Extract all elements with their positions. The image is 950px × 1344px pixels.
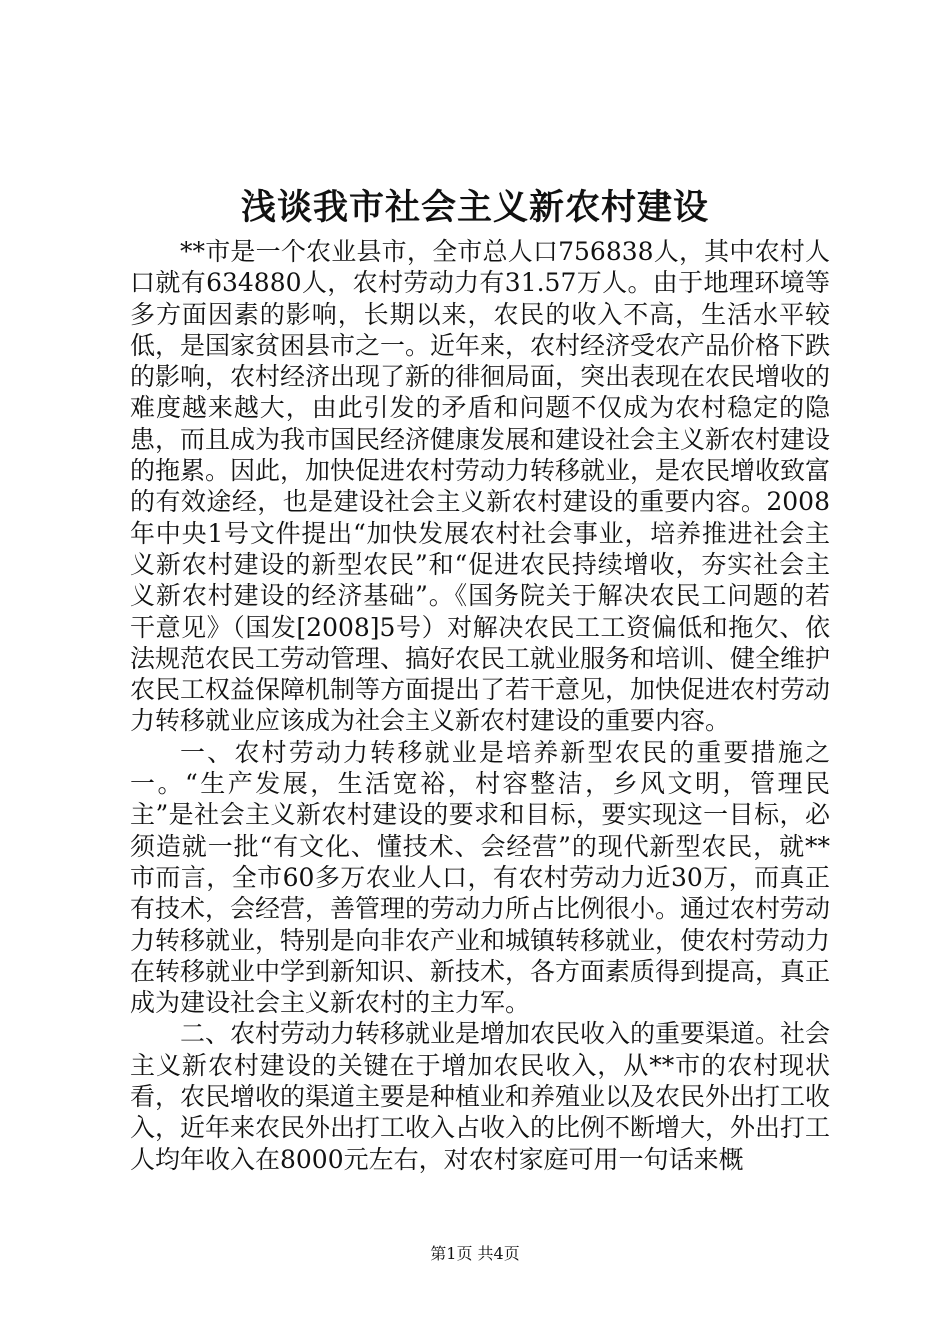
document-title: 浅谈我市社会主义新农村建设 bbox=[240, 187, 709, 228]
document-body bbox=[130, 236, 830, 1175]
paragraph-section-2: 二、农村劳动力转移就业是增加农民收入的重要渠道。社会主义新农村建设的关键在于增加农民收入，从**市的农村现状看，农民增收的渠道主要是种植业和养殖业以及农民外出打工收入，近年来农民外出打工收入占收入的比例不断增大，外出打工人均年收入在8000元左右，对农村家庭可用一句话来概 bbox=[130, 1019, 831, 1174]
paragraph-section-1: 一、农村劳动力转移就业是培养新型农民的重要措施之一。“生产发展，生活宽裕，村容整洁，乡风文明，管理民主”是社会主义新农村建设的要求和目标，要实现这一目标，必须造就一批“有文化、懂技术、会经营”的现代新型农民，就**市而言，全市60多万农业人口，有农村劳动力近30万，而真正有技术，会经营，善管理的劳动力所占比例很小。通过农村劳动力转移就业，特别是向非农产业和城镇转移就业，使农村劳动力在转移就业中学到新知识、新技术，各方面素质得到提高，真正成为建设社会主义新农村的主力军。 bbox=[130, 737, 831, 1018]
page-footer: 第1页 共4页 bbox=[430, 1244, 520, 1263]
paragraph-intro: **市是一个农业县市，全市总人口756838人，其中农村人口就有634880人，农村劳动力有31.57万人。由于地理环境等多方面因素的影响，长期以来，农民的收入不高，生活水平较低，是国家贫困县市之一。近年来，农村经济受农产品价格下跌的影响，农村经济出现了新的徘徊局面，突出表现在农民增收的难度越来越大，由此引发的矛盾和问题不仅成为农村稳定的隐患，而且成为我市国民经济健康发展和建设社会主义新农村建设的拖累。因此，加快促进农村劳动力转移就业，是农民增收致富的有效途经，也是建设社会主义新农村建设的重要内容。2008年中央1号文件提出“加快发展农村社会事业，培养推进社会主义新农村建设的新型农民”和“促进农民持续增收，夯实社会主义新农村建设的经济基础”。《国务院关于解决农民工问题的若干意见》（国发[2008]5号）对解决农民工工资偏低和拖欠、依法规范农民工劳动管理、搞好农民工就业服务和培训、健全维护农民工权益保障机制等方面提出了若干意见，加快促进农村劳动力转移就业应该成为社会主义新农村建设的重要内容。 bbox=[130, 237, 831, 736]
